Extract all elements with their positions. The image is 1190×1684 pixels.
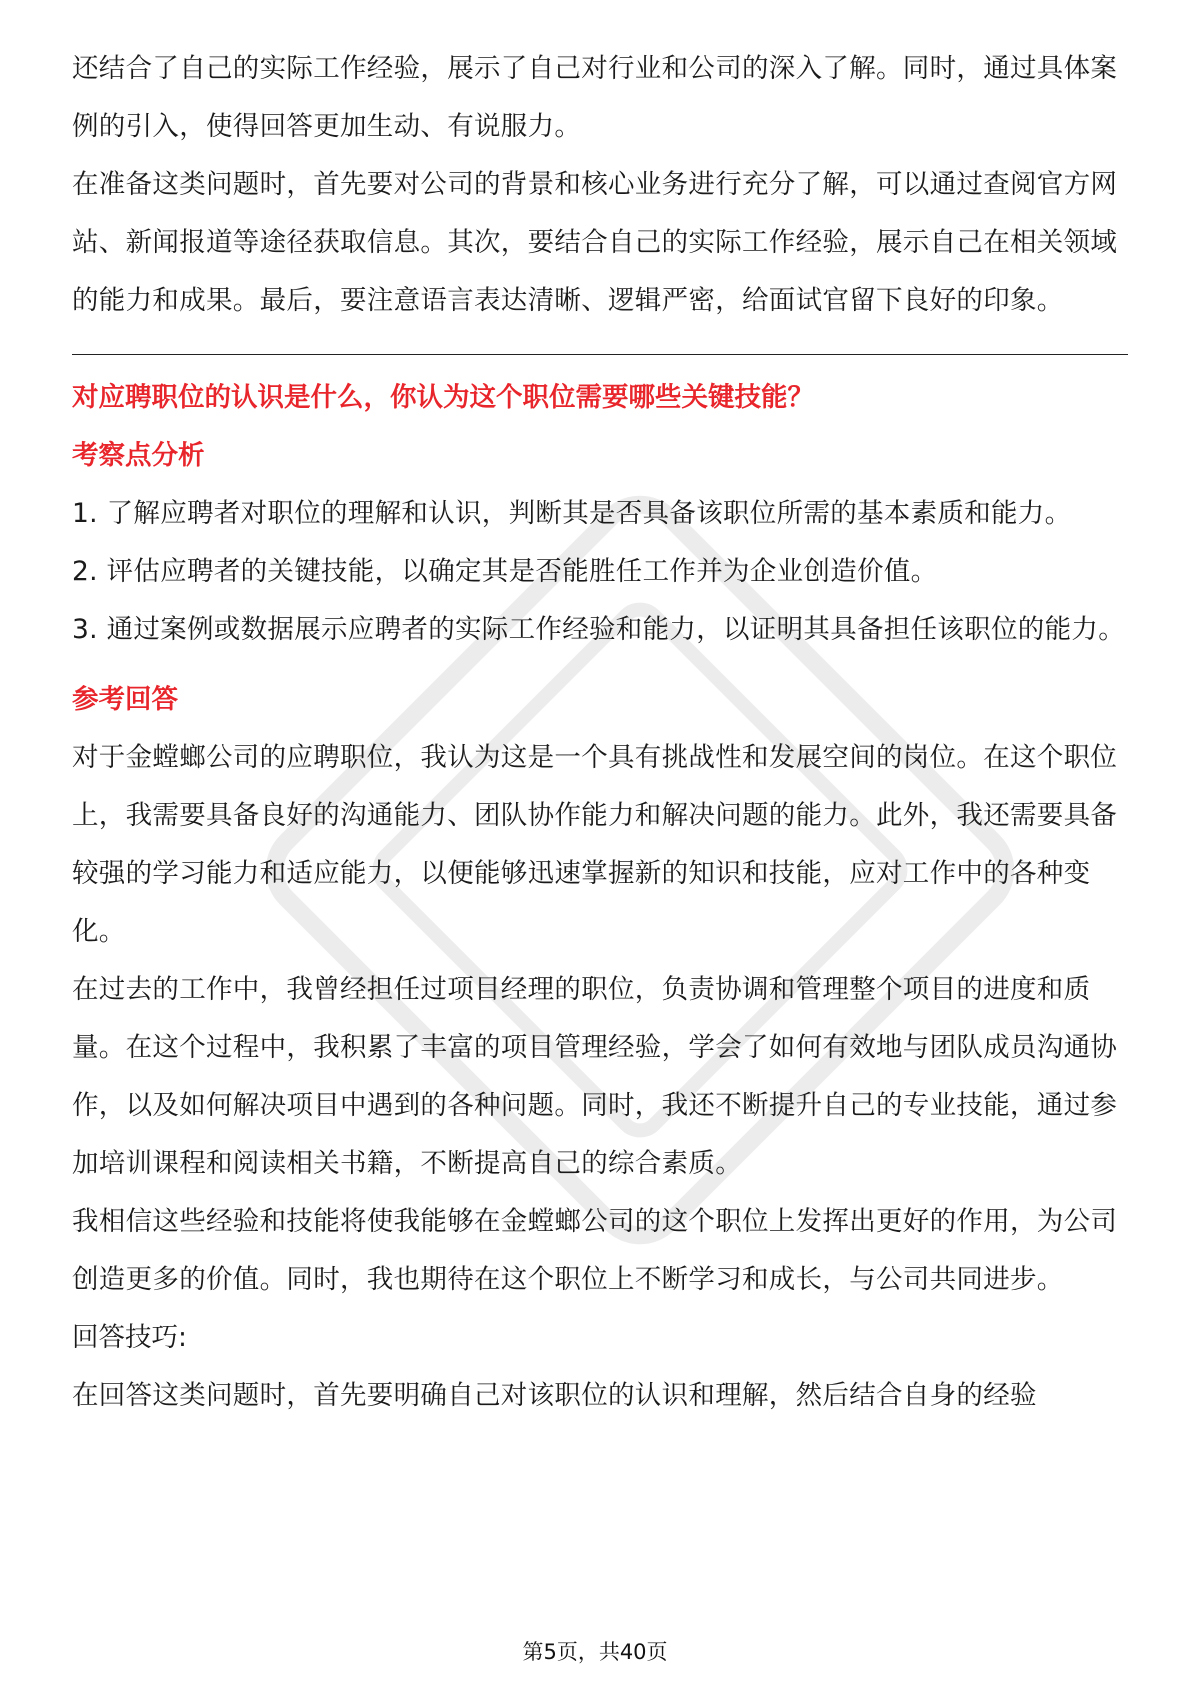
analysis-heading: 考察点分析: [72, 440, 205, 471]
section-divider: [72, 354, 1128, 355]
analysis-item-1: 1. 了解应聘者对职位的理解和认识，判断其是否具备该职位所需的基本素质和能力。: [72, 498, 1072, 529]
page-footer: 第5页，共40页: [522, 1640, 668, 1664]
intro-paragraph-2: 在准备这类问题时，首先要对公司的背景和核心业务进行充分了解，可以通过查阅官方网站、新闻报道等途径获取信息。其次，要结合自己的实际工作经验，展示自己在相关领域的能力和成果。最后，要注意语言表达清晰、逻辑严密，给面试官留下良好的印象。: [72, 169, 1118, 316]
analysis-item-3: 3. 通过案例或数据展示应聘者的实际工作经验和能力，以证明其具备担任该职位的能力。: [72, 614, 1126, 645]
answer-paragraph-2: 在过去的工作中，我曾经担任过项目经理的职位，负责协调和管理整个项目的进度和质量。在这个过程中，我积累了丰富的项目管理经验，学会了如何有效地与团队成员沟通协作，以及如何解决项目中遇到的各种问题。同时，我还不断提升自己的专业技能，通过参加培训课程和阅读相关书籍，不断提高自己的综合素质。: [72, 974, 1118, 1179]
tips-paragraph: 在回答这类问题时，首先要明确自己对该职位的认识和理解，然后结合自身的经验: [72, 1380, 1037, 1411]
answer-paragraph-3: 我相信这些经验和技能将使我能够在金螳螂公司的这个职位上发挥出更好的作用，为公司创造更多的价值。同时，我也期待在这个职位上不断学习和成长，与公司共同进步。: [72, 1206, 1118, 1295]
tips-heading: 回答技巧:: [72, 1322, 187, 1353]
question-title: 对应聘职位的认识是什么，你认为这个职位需要哪些关键技能？: [72, 382, 814, 413]
answer-paragraph-1: 对于金螳螂公司的应聘职位，我认为这是一个具有挑战性和发展空间的岗位。在这个职位上，我需要具备良好的沟通能力、团队协作能力和解决问题的能力。此外，我还需要具备较强的学习能力和适应能力，以便能够迅速掌握新的知识和技能，应对工作中的各种变化。: [72, 742, 1118, 947]
intro-paragraph-1: 还结合了自己的实际工作经验，展示了自己对行业和公司的深入了解。同时，通过具体案例的引入，使得回答更加生动、有说服力。: [72, 53, 1118, 142]
analysis-item-2: 2. 评估应聘者的关键技能，以确定其是否能胜任工作并为企业创造价值。: [72, 556, 938, 587]
document-page: [72, 40, 1128, 1425]
answer-heading: 参考回答: [72, 684, 178, 715]
